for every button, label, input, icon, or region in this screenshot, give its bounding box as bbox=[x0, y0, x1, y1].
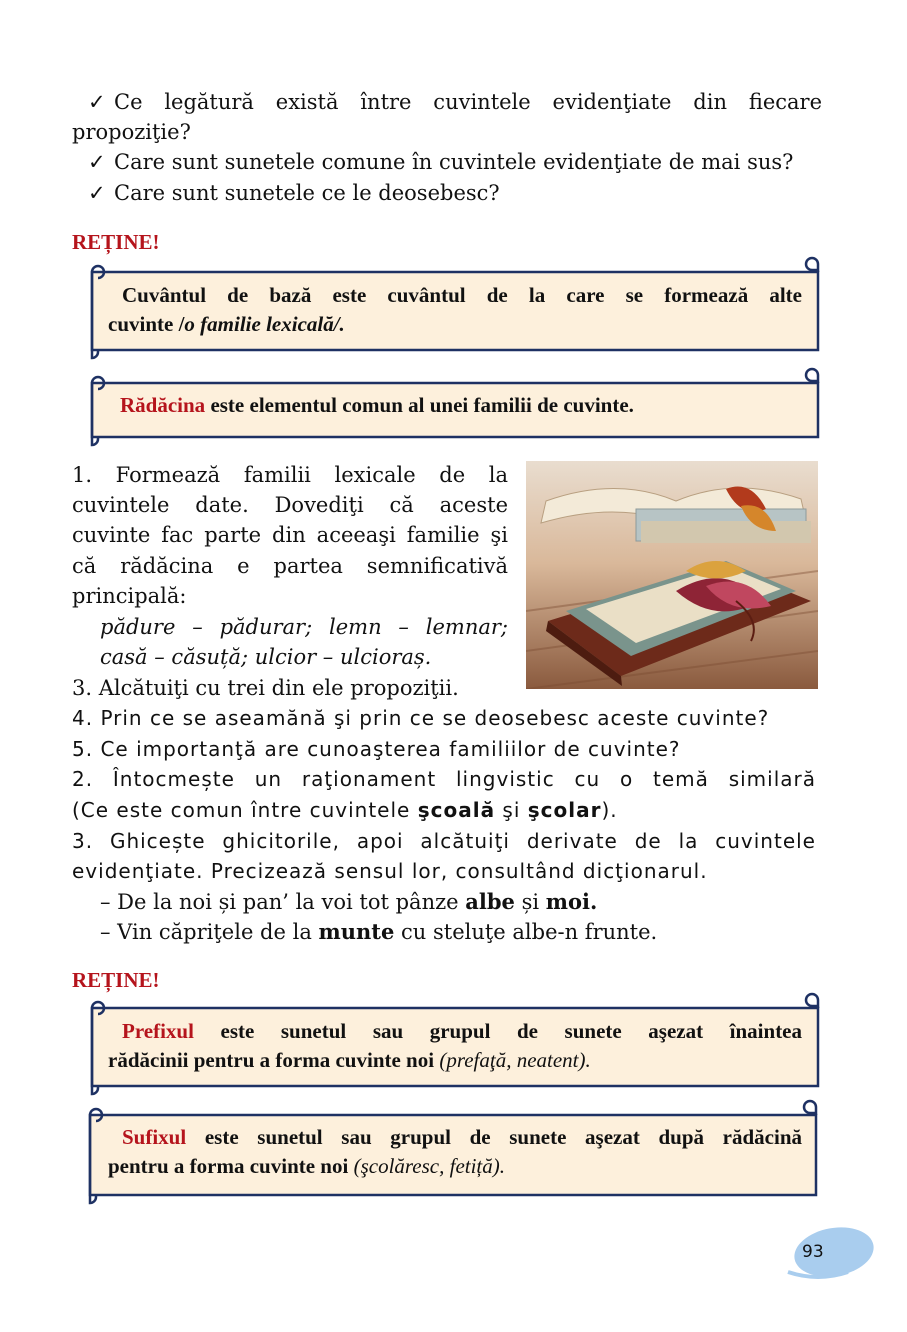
definition-scroll-suffix: Sufixul este sunetul sau grupul de sunete aşezat după rădăcină pentru a forma cuvinte noi (şcolăresc, fetiță). bbox=[76, 1101, 828, 1209]
suffix-definition: este sunetul sau grupul de sunete aşezat după rădăcină bbox=[204, 1125, 802, 1149]
exercise-item-3: 3. Alcătuiţi cu trei din ele propoziţii. bbox=[72, 676, 459, 700]
question-3: ✓ Care sunt sunetele ce le deosebesc? bbox=[88, 178, 500, 208]
exercise-1-line-1: 1. Formează familii lexicale de la bbox=[72, 463, 508, 487]
page-number-badge bbox=[780, 1226, 880, 1282]
definition-scroll-root bbox=[78, 371, 830, 449]
suffix-term: Sufixul bbox=[122, 1125, 187, 1149]
definition-scroll-prefix: Prefixul este sunetul sau grupul de sunete aşezat înaintea rădăcinii pentru a forma cuvinte noi (prefaţă, neatent). bbox=[78, 994, 830, 1100]
exercise-3-line-1: 3. Ghicește ghicitorile, apoi alcătuiţi derivate de la cuvintele bbox=[72, 829, 816, 853]
exercise-1-line-3: cuvinte fac parte din aceeaşi familie şi bbox=[72, 523, 508, 547]
exercise-1-line-4: că rădăcina e partea semnificativă bbox=[72, 554, 508, 578]
question-1: ✓ Ce legătură există între cuvintele evidenţiate din fiecare bbox=[88, 87, 822, 117]
riddle-1: – De la noi și pan’ la voi tot pânze albe și moi. bbox=[100, 889, 598, 914]
prefix-term: Prefixul bbox=[122, 1019, 194, 1043]
exercise-item-4: 4. Prin ce se aseamănă şi prin ce se deosebesc aceste cuvinte? bbox=[72, 706, 770, 730]
prefix-definition: este sunetul sau grupul de sunete aşezat înaintea bbox=[220, 1019, 803, 1043]
checkmark-icon: ✓ bbox=[88, 90, 106, 114]
exercise-1-line-5: principală: bbox=[72, 584, 187, 608]
exercise-3-line-2: evidenţiate. Precizează sensul lor, consultând dicţionarul. bbox=[72, 859, 708, 883]
suffix-examples: (şcolăresc, fetiță). bbox=[353, 1154, 506, 1178]
retine-heading: REȚINE! bbox=[72, 230, 160, 254]
exercise-1-example-1: pădure – pădurar; lemn – lemnar; bbox=[100, 615, 508, 639]
prefix-examples: (prefaţă, neatent). bbox=[439, 1048, 591, 1072]
base-word-definition: Cuvântul de bază este cuvântul de la care se formează alte bbox=[122, 283, 802, 307]
riddle-2: – Vin căpriţele de la munte cu steluţe albe-n frunte. bbox=[100, 919, 658, 944]
question-1-cont: propoziţie? bbox=[72, 120, 191, 144]
checkmark-icon: ✓ bbox=[88, 150, 106, 174]
page-number: 93 bbox=[802, 1242, 824, 1262]
exercise-1-line-2: cuvintele date. Dovediţi că aceste bbox=[72, 493, 508, 517]
root-term: Rădăcina bbox=[120, 393, 206, 417]
definition-scroll-base-word bbox=[78, 258, 830, 364]
page-badge-shape-icon bbox=[780, 1226, 880, 1282]
root-definition: este elementul comun al unei familii de cuvinte. bbox=[210, 393, 634, 417]
word-scolar: şcolar bbox=[527, 798, 602, 822]
retine-heading-2: REȚINE! bbox=[72, 968, 160, 992]
exercise-1-example-2: casă – căsuță; ulcior – ulcioraș. bbox=[100, 645, 432, 669]
base-word-cont: cuvinte / bbox=[108, 312, 185, 336]
checkmark-icon: ✓ bbox=[88, 181, 106, 205]
word-scoala: şcoală bbox=[417, 798, 496, 822]
exercise-item-5: 5. Ce importanţă are cunoaşterea familiilor de cuvinte? bbox=[72, 737, 681, 761]
books-leaves-photo bbox=[526, 461, 818, 689]
exercise-2-line-1: 2. Întocmește un raţionament lingvistic cu o temă similară bbox=[72, 767, 816, 791]
exercise-2-line-2: (Ce este comun între cuvintele şcoală şi şcolar). bbox=[72, 798, 618, 822]
question-2: ✓ Care sunt sunetele comune în cuvintele evidenţiate de mai sus? bbox=[88, 147, 793, 177]
base-word-example: o familie lexicală/. bbox=[184, 312, 345, 336]
